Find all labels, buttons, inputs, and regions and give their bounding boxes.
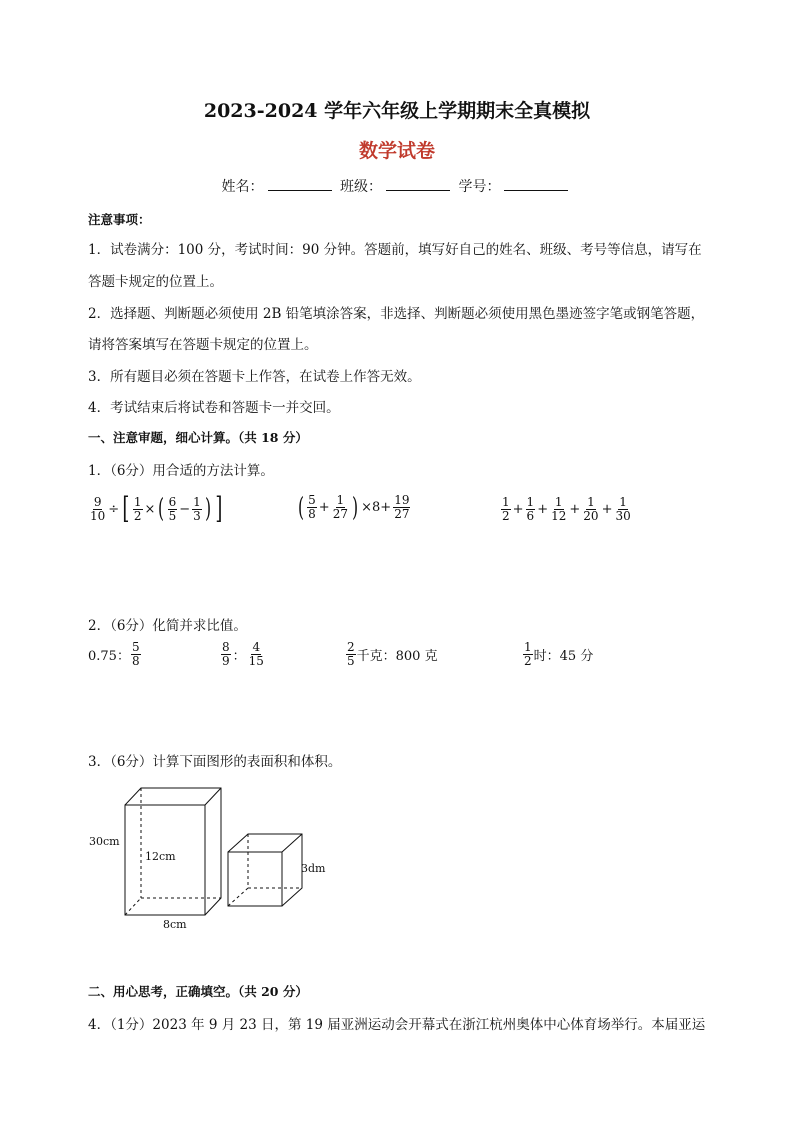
q2-ratio-1: 0.75： $\frac{5}{8}$	[88, 640, 140, 668]
section1-heading: 一、注意审题，细心计算。（共 18 分）	[88, 430, 308, 445]
fraction: $\frac{9}{10}$	[90, 494, 106, 523]
fraction: $\frac{4}{15}$	[248, 640, 264, 668]
notice-item-1-line2: 答题卡规定的位置上。	[88, 274, 223, 290]
class-label: 班级：	[340, 179, 382, 195]
exam-title: 2023-2024 学年六年级上学期期末全真模拟	[203, 100, 591, 122]
question-1: 1．（6分）用合适的方法计算。	[88, 463, 274, 479]
fraction: $\frac{8}{9}$	[222, 640, 230, 668]
q2-ratio-2: $\frac{8}{9}$ ： $\frac{4}{15}$	[222, 640, 264, 668]
cube-edge-label: 3dm	[301, 862, 326, 875]
q1-expression-3: $\frac{1}{2}$ + $\frac{1}{6}$ + $\frac{1}{12}$ + $\frac{1}{20}$ + $\frac{1}{30}$	[502, 495, 631, 523]
fraction: $\frac{1}{12}$	[551, 495, 567, 523]
fraction: $\frac{1}{3}$	[193, 494, 201, 523]
number-blank[interactable]	[504, 176, 568, 191]
notice-item-4: 4．考试结束后将试卷和答题卡一并交回。	[88, 400, 340, 416]
name-blank[interactable]	[268, 176, 332, 191]
fraction: $\frac{1}{2}$	[133, 494, 142, 523]
cuboid-width-label: 8cm	[163, 918, 187, 930]
notice-item-1-line1: 1．试卷满分：100 分，考试时间：90 分钟。答题前，填写好自己的姓名、班级、考号等信息，请写在	[88, 242, 702, 258]
geometry-figures	[85, 780, 345, 930]
fraction: $\frac{1}{2}$	[524, 640, 532, 668]
class-blank[interactable]	[386, 176, 450, 191]
fraction: $\frac{1}{30}$	[615, 495, 631, 523]
number-label: 学号：	[458, 179, 501, 195]
fraction: $\frac{6}{5}$	[168, 494, 177, 523]
q2-ratio-4: $\frac{1}{2}$ 时：45 分	[524, 640, 594, 668]
q1-expression-1: $\frac{9}{10}$ ÷ [ $\frac{1}{2}$ × ( $\frac{6}{5}$ − $\frac{1}{3}$ ) ]	[90, 491, 223, 526]
fraction: $\frac{1}{2}$	[502, 495, 510, 523]
q2-ratio-3: $\frac{2}{5}$ 千克：800 克	[347, 640, 438, 668]
q1-expression-2: ( $\frac{5}{8}$ + $\frac{1}{27}$ ) ×8+ $\frac{19}{27}$	[298, 492, 410, 523]
fraction: $\frac{1}{6}$	[526, 495, 535, 523]
name-label: 姓名：	[221, 179, 264, 195]
question-3: 3．（6分）计算下面图形的表面积和体积。	[88, 754, 342, 770]
fraction: $\frac{5}{8}$	[131, 640, 140, 668]
cuboid-depth-label: 12cm	[145, 850, 176, 863]
cuboid-height-label: 30cm	[89, 835, 120, 848]
notice-item-2-line1: 2．选择题、判断题必须使用 2B 铅笔填涂答案，非选择、判断题必须使用黑色墨迹签字笔或钢笔答题，	[88, 306, 705, 322]
exam-subtitle: 数学试卷	[358, 140, 435, 162]
notice-item-3: 3．所有题目必须在答题卡上作答，在试卷上作答无效。	[88, 369, 421, 385]
fraction: $\frac{1}{20}$	[583, 495, 599, 523]
fraction: $\frac{2}{5}$	[347, 640, 355, 668]
student-info-row	[0, 176, 794, 196]
question-4: 4．（1分）2023 年 9 月 23 日，第 19 届亚洲运动会开幕式在浙江杭州奥体中心体育场举行。本届亚运	[88, 1017, 706, 1033]
notice-item-2-line2: 请将答案填写在答题卡规定的位置上。	[88, 337, 318, 353]
fraction: $\frac{5}{8}$	[308, 493, 316, 521]
cube-figure	[228, 834, 302, 906]
fraction: $\frac{1}{27}$	[332, 493, 348, 521]
notice-heading: 注意事项：	[88, 212, 151, 227]
question-2: 2．（6分）化简并求比值。	[88, 618, 247, 634]
fraction: $\frac{19}{27}$	[394, 493, 410, 521]
section2-heading: 二、用心思考，正确填空。（共 20 分）	[88, 984, 308, 999]
